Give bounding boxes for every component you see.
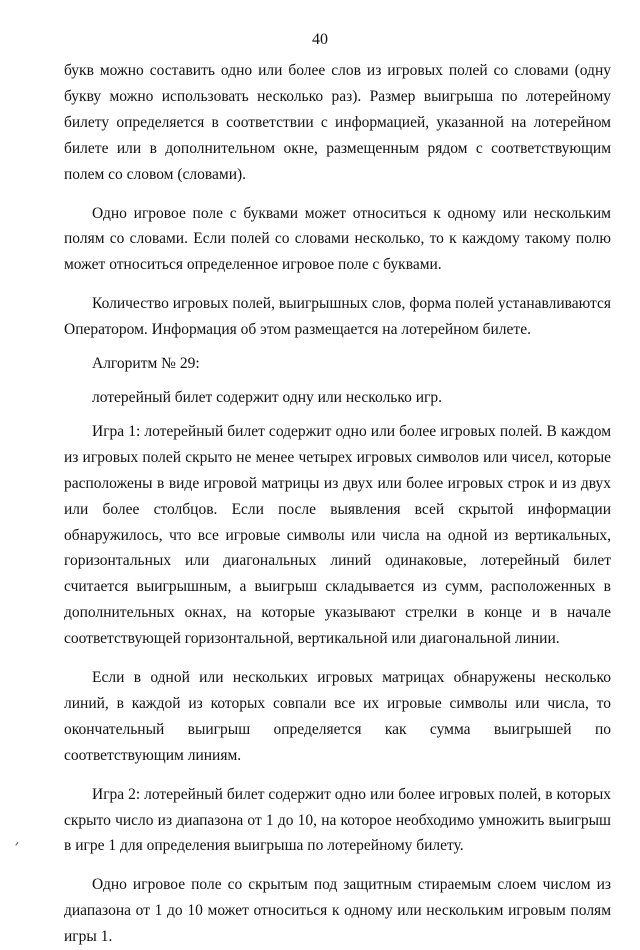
- paragraph-field-count: Количество игровых полей, выигрышных слов, форма полей устанавливаются Оператором. Информация об этом размещается на лотерейном билете.: [64, 295, 611, 339]
- page-body: [64, 58, 611, 950]
- scan-mark: [15, 842, 21, 848]
- paragraph-game-1: Игра 1: лотерейный билет содержит одно или более игровых полей. В каждом из игровых полей скрыто не менее четырех игровых символов или чисел, которые расположены в виде игровой матрицы из двух или более игровых строк и из двух или более столбцов. Если после выявления всей скрытой информации обнаружилось, что все игровые символы или числа на одной из вертикальных, горизонтальных или диагональных линий одинаковые, лотерейный билет считается выигрышным, а выигрыш складывается из сумм, расположенных в дополнительных окнах, на которые указывают стрелки в конце и в начале соответствующей горизонтальной, вертикальной или диагональной линии.: [64, 422, 611, 648]
- paragraph-game-2: Игра 2: лотерейный билет содержит одно или более игровых полей, в которых скрыто число из диапазона от 1 до 10, на которое необходимо умножить выигрыш в игре 1 для определения выигрыша по лотерейному билету.: [64, 785, 611, 855]
- paragraph-ticket-games: лотерейный билет содержит одну или несколько игр.: [92, 388, 443, 406]
- paragraph-multiple-lines: Если в одной или нескольких игровых матрицах обнаружены несколько линий, в каждой из которых совпали все их игровые символы или числа, то окончательный выигрыш определяется как сумма выигрышей по соответствующим линиям.: [64, 669, 611, 764]
- algorithm-heading: Алгоритм № 29:: [92, 355, 200, 373]
- paragraph-letter-fields: Одно игровое поле с буквами может относиться к одному или нескольким полям со словами. Если полей со словами несколько, то к каждому такому полю может относиться определенное игровое поле с буквами.: [64, 204, 611, 274]
- paragraph-multiplier-field: Одно игровое поле со скрытым под защитным стираемым слоем числом из диапазона от 1 до 10 может относиться к одному или нескольким игровым полям игры 1.: [64, 876, 611, 946]
- page-number: 40: [312, 31, 328, 48]
- paragraph-continuation: букв можно составить одно или более слов из игровых полей со словами (одну букву можно использовать несколько раз). Размер выигрыша по лотерейному билету определяется в соответствии с информацией, указанной на лотерейном билете или в дополнительном окне, размещенным рядом с соответствующим полем со словом (словами).: [64, 62, 611, 183]
